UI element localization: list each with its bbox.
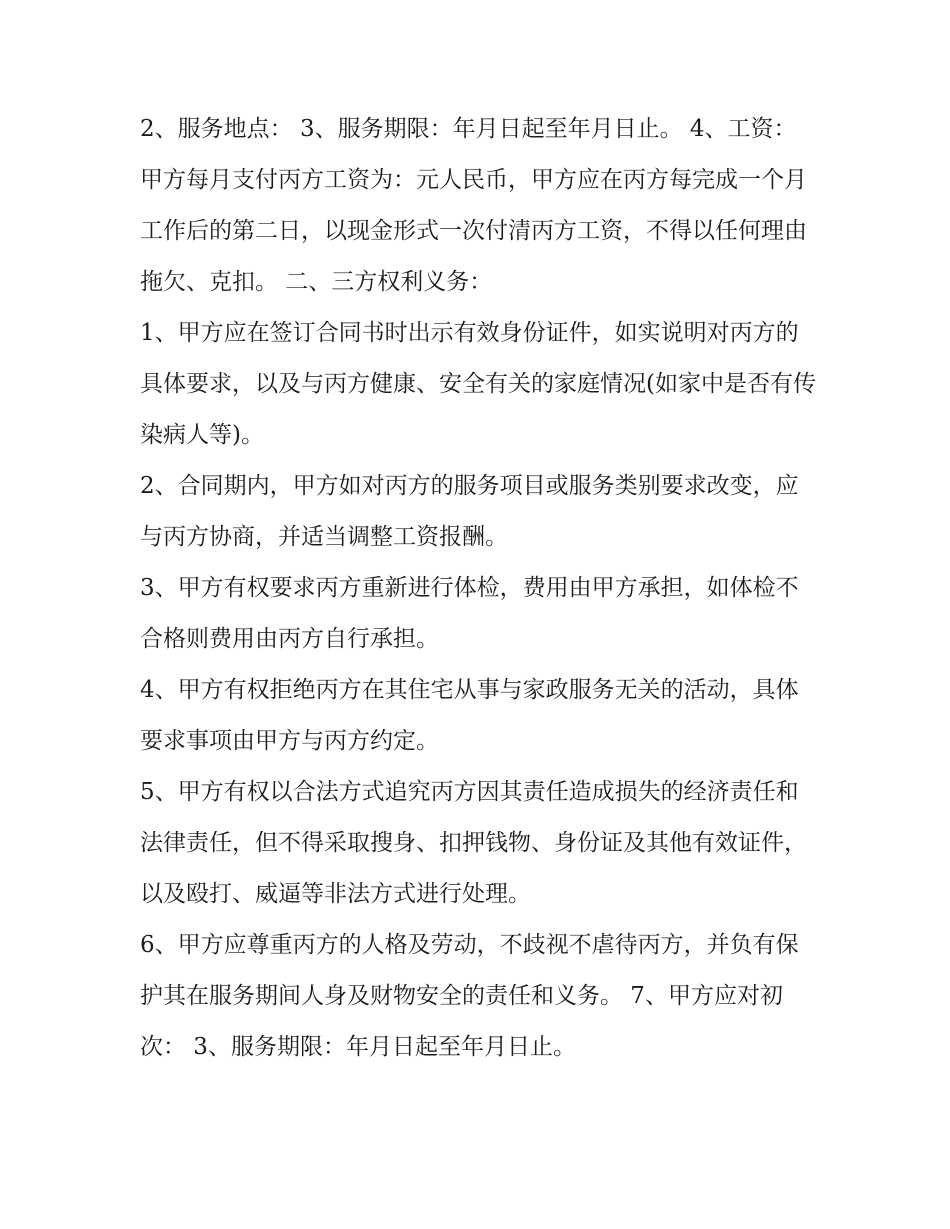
paragraph-clause-6: 6、甲方应尊重丙方的人格及劳动，不歧视不虐待丙方，并负有保护其在服务期间人身及财物安全的责任和义务。 7、甲方应对初次： 3、服务期限：年月日起至年月日止。 <box>140 932 799 1060</box>
paragraph-service-terms: 2、服务地点： 3、服务期限：年月日起至年月日止。 4、工资： <box>140 116 797 142</box>
document-body <box>140 104 816 1073</box>
paragraph-clause-1: 1、甲方应在签订合同书时出示有效身份证件，如实说明对丙方的具体要求，以及与丙方健康、安全有关的家庭情况(如家中是否有传染病人等)。 <box>140 320 816 448</box>
paragraph-clause-5: 5、甲方有权以合法方式追究丙方因其责任造成损失的经济责任和法律责任，但不得采取搜身、扣押钱物、身份证及其他有效证件，以及殴打、威逼等非法方式进行处理。 <box>140 779 807 907</box>
paragraph-clause-4: 4、甲方有权拒绝丙方在其住宅从事与家政服务无关的活动，具体要求事项由甲方与丙方约定。 <box>140 677 799 754</box>
paragraph-clause-2: 2、合同期内，甲方如对丙方的服务项目或服务类别要求改变，应与丙方协商，并适当调整工资报酬。 <box>140 473 799 550</box>
paragraph-clause-3: 3、甲方有权要求丙方重新进行体检，费用由甲方承担，如体检不合格则费用由丙方自行承担。 <box>140 575 799 652</box>
paragraph-wage-payment: 甲方每月支付丙方工资为：元人民币，甲方应在丙方每完成一个月工作后的第二日，以现金形式一次付清丙方工资，不得以任何理由拖欠、克扣。 二、三方权利义务： <box>140 167 807 295</box>
